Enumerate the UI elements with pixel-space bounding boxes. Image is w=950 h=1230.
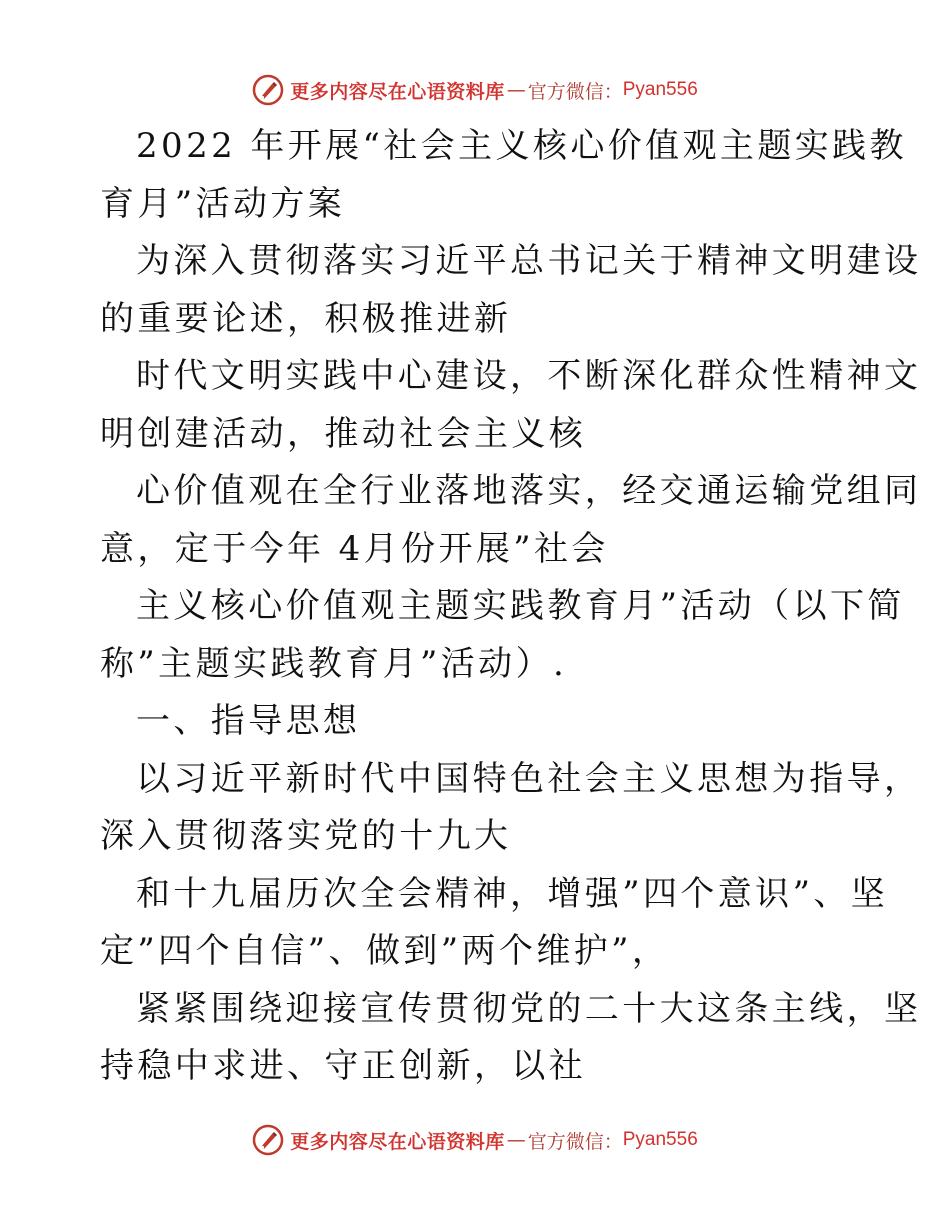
paragraph-line: 以习近平新时代中国特色社会主义思想为指导， (136, 758, 922, 799)
pen-logo-icon (252, 1124, 284, 1156)
footer-banner (0, 1124, 950, 1156)
doc-title-line-1: 2022 年开展“社会主义核心价值观主题实践教 (136, 126, 907, 166)
banner-separator: — (506, 79, 526, 101)
paragraph-line: 持稳中求进、守正创新，以社 (100, 1046, 587, 1086)
paragraph-line: 意，定于今年 4月份开展”社会 (100, 528, 609, 569)
banner-wechat-label: 官方微信： (527, 80, 623, 103)
banner-text: 更多内容尽在心语资料库 (290, 80, 505, 103)
paragraph-line: 心价值观在全行业落地落实，经交通运输党组同 (136, 471, 922, 511)
banner-text: 更多内容尽在心语资料库 (290, 1130, 505, 1153)
header-banner (0, 74, 950, 106)
document-body (100, 118, 922, 1096)
section-heading: 一、指导思想 (136, 701, 361, 741)
paragraph-line: 和十九届历次全会精神，增强”四个意识”、坚 (136, 873, 889, 914)
doc-title-line-2: 育月”活动方案 (100, 183, 346, 224)
paragraph-line: 明创建活动，推动社会主义核 (100, 413, 587, 454)
banner-wechat-id: Pyan556 (622, 1129, 698, 1150)
pen-logo-icon (252, 74, 284, 106)
paragraph-line: 为深入贯彻落实习近平总书记关于精神文明建设 (136, 241, 922, 281)
paragraph-line: 时代文明实践中心建设，不断深化群众性精神文 (136, 356, 922, 396)
banner-separator: — (506, 1129, 526, 1151)
banner-wechat-label: 官方微信： (527, 1130, 623, 1153)
paragraph-line: 紧紧围绕迎接宣传贯彻党的二十大这条主线，坚 (136, 988, 922, 1029)
paragraph-line: 的重要论述，积极推进新 (100, 298, 512, 339)
paragraph-line: 深入贯彻落实党的十九大 (100, 816, 512, 856)
banner-wechat-id: Pyan556 (622, 79, 698, 100)
paragraph-line: 称”主题实践教育月”活动）. (100, 643, 568, 684)
paragraph-line: 主义核心价值观主题实践教育月”活动（以下简 (136, 586, 905, 626)
paragraph-line: 定”四个自信”、做到”两个维护”， (100, 931, 670, 971)
